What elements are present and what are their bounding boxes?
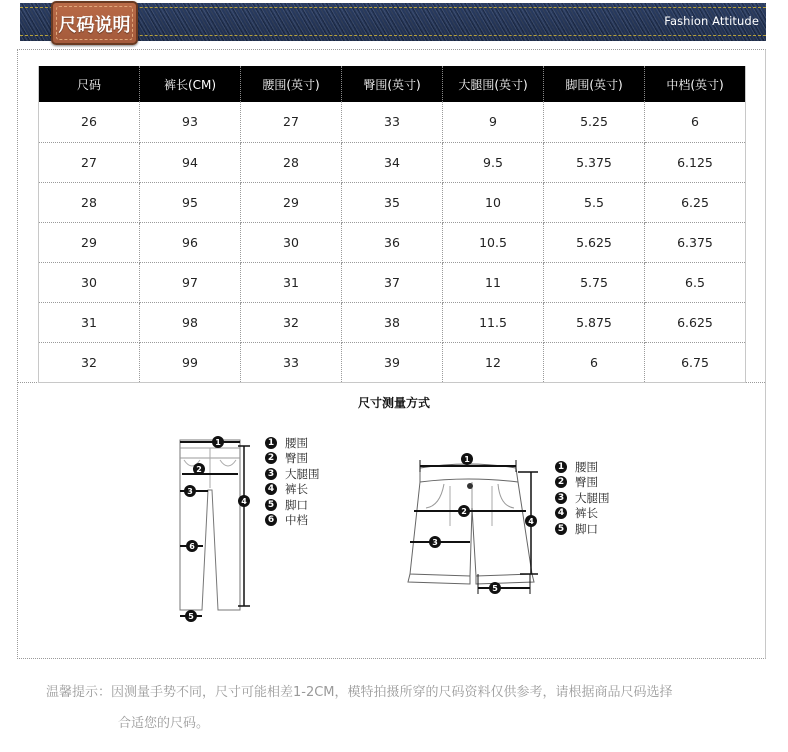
trousers-legend [265,435,320,528]
table-cell: 31 [241,262,342,302]
number-badge-icon: 3 [555,492,567,504]
legend-label: 臀围 [285,451,308,466]
table-cell: 32 [39,342,140,382]
marker-3: 3 [187,487,193,496]
table-cell: 6.5 [645,262,746,302]
number-badge-icon: 4 [555,507,567,519]
marker-5: 5 [492,584,498,593]
title-tag [51,1,138,45]
table-cell: 94 [140,142,241,182]
number-badge-icon: 3 [265,468,277,480]
table-cell: 6 [645,102,746,142]
size-note [46,677,673,739]
table-row [39,142,746,182]
table-cell: 27 [241,102,342,142]
table-cell: 5.875 [544,302,645,342]
legend-item [555,521,610,537]
legend-label: 大腿围 [575,490,610,505]
legend-item [265,466,320,482]
number-badge-icon: 1 [555,461,567,473]
table-cell: 27 [39,142,140,182]
legend-label: 脚口 [285,497,308,512]
note-line-2: 合适您的尺码。 [118,716,210,731]
table-cell: 11 [443,262,544,302]
column-header: 臀围(英寸) [342,66,443,102]
table-cell: 93 [140,102,241,142]
table-cell: 95 [140,182,241,222]
number-badge-icon: 2 [555,476,567,488]
legend-label: 腰围 [575,459,598,474]
measurement-title: 尺寸测量方式 [357,396,430,410]
column-header: 腰围(英寸) [241,66,342,102]
table-row [39,302,746,342]
table-cell: 39 [342,342,443,382]
table-cell: 97 [140,262,241,302]
table-cell: 5.625 [544,222,645,262]
column-header: 尺码 [39,66,140,102]
legend-item [555,459,610,475]
table-cell: 38 [342,302,443,342]
table-cell: 30 [241,222,342,262]
table-cell: 29 [39,222,140,262]
legend-item [555,490,610,506]
legend-item [265,497,320,513]
marker-2: 2 [196,465,202,474]
legend-item [265,482,320,498]
number-badge-icon: 2 [265,452,277,464]
table-cell: 34 [342,142,443,182]
table-header-row [39,66,746,102]
legend-item [265,513,320,529]
legend-label: 裤长 [575,506,598,521]
table-cell: 10.5 [443,222,544,262]
column-header: 裤长(CM) [140,66,241,102]
table-cell: 9.5 [443,142,544,182]
table-cell: 26 [39,102,140,142]
marker-4: 4 [528,517,534,526]
table-cell: 5.375 [544,142,645,182]
number-badge-icon: 6 [265,514,277,526]
table-cell: 5.25 [544,102,645,142]
size-table [38,66,746,383]
legend-label: 腰围 [285,435,308,450]
number-badge-icon: 5 [265,499,277,511]
table-cell: 35 [342,182,443,222]
table-cell: 96 [140,222,241,262]
marker-2: 2 [461,507,467,516]
table-cell: 36 [342,222,443,262]
legend-item [265,435,320,451]
table-cell: 28 [241,142,342,182]
marker-1: 1 [464,455,470,464]
legend-item [265,451,320,467]
marker-6: 6 [189,542,195,551]
table-cell: 30 [39,262,140,302]
table-cell: 29 [241,182,342,222]
legend-label: 脚口 [575,521,598,536]
trousers-diagram [170,430,260,626]
column-header: 大腿围(英寸) [443,66,544,102]
column-header: 中档(英寸) [645,66,746,102]
column-header: 脚围(英寸) [544,66,645,102]
legend-label: 裤长 [285,482,308,497]
marker-4: 4 [241,497,247,506]
legend-label: 中档 [285,513,308,528]
legend-label: 臀围 [575,475,598,490]
table-cell: 10 [443,182,544,222]
table-cell: 5.75 [544,262,645,302]
table-cell: 6.125 [645,142,746,182]
marker-1: 1 [215,438,221,447]
table-cell: 31 [39,302,140,342]
marker-3: 3 [432,538,438,547]
table-cell: 5.5 [544,182,645,222]
table-cell: 11.5 [443,302,544,342]
table-row [39,102,746,142]
table-cell: 6.625 [645,302,746,342]
note-line-1: 温馨提示：因测量手势不同，尺寸可能相差1-2CM，模特拍摄所穿的尺码资料仅供参考，请根据商品尺码选择 [46,685,673,700]
table-cell: 33 [342,102,443,142]
legend-item [555,506,610,522]
number-badge-icon: 5 [555,523,567,535]
number-badge-icon: 1 [265,437,277,449]
table-cell: 99 [140,342,241,382]
table-cell: 9 [443,102,544,142]
tagline: Fashion Attitude [664,14,759,28]
page-title: 尺码说明 [58,15,131,36]
table-cell: 28 [39,182,140,222]
number-badge-icon: 4 [265,483,277,495]
legend-label: 大腿围 [285,466,320,481]
table-cell: 12 [443,342,544,382]
table-row [39,222,746,262]
table-cell: 37 [342,262,443,302]
table-cell: 6.375 [645,222,746,262]
legend-item [555,475,610,491]
table-cell: 6.25 [645,182,746,222]
shorts-legend [555,459,610,537]
table-row [39,182,746,222]
table-cell: 6 [544,342,645,382]
table-cell: 32 [241,302,342,342]
table-row [39,342,746,382]
table-cell: 33 [241,342,342,382]
shorts-diagram [400,448,545,598]
table-row [39,262,746,302]
table-cell: 98 [140,302,241,342]
table-cell: 6.75 [681,354,709,370]
marker-5: 5 [188,612,194,621]
